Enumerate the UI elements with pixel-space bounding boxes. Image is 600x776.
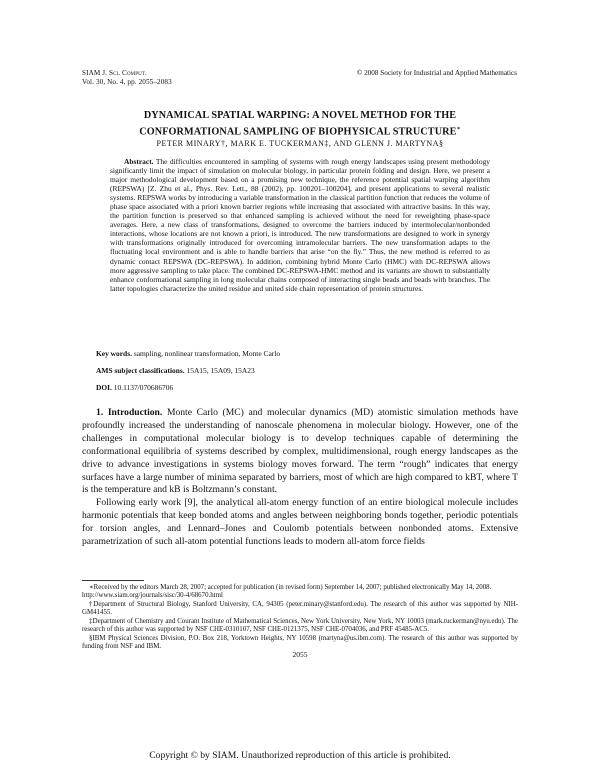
abstract-label: Abstract. xyxy=(124,157,154,166)
doi-label: DOI. xyxy=(96,383,112,392)
title-line-2 xyxy=(60,123,540,139)
journal-header xyxy=(82,69,172,86)
footnote-received-text: ∗Received by the editors March 28, 2007; accepted for publication (in revised form) September 14, 2007; published electronically May 14, 2008. xyxy=(89,584,492,591)
footnote-martyna: §IBM Physical Sciences Division, P.O. Box 218, Yorktown Heights, NY 10598 (martyna@us.ibm.com). The research of this author was supported by funding from NSF and IBM. xyxy=(82,634,518,650)
society-copyright: © 2008 Society for Industrial and Applied Mathematics xyxy=(356,69,517,77)
footnote-tuckerman: ‡Department of Chemistry and Courant Institute of Mathematical Sciences, New York University, New York, NY 10003 (mark.tuckerman@nyu.edu). The research of this author was supported by NSF CHE-0310107, NSF CHE-0121375, NSF CHE-0704036, and PRF 45485-AC5. xyxy=(82,617,518,634)
ams-line xyxy=(82,366,518,375)
intro-paragraph-1-text: Monte Carlo (MC) and molecular dynamics (MD) atomistic simulation methods have profoundly increased the understanding of nanoscale phenomena in molecular biology. However, one of the challenges in computational molecular biology is to develop techniques capable of determining the conformational equilibria of systems described by complex, multidimensional, rough energy landscapes as the drive to advance investigations in systems biology moves forward. The term “rough” indicates that energy surfaces have a large number of minima separated by barriers, most of which are high compared to kBT, where T is the temperature and kB is Boltzmann’s constant. xyxy=(82,407,519,496)
footnote-received xyxy=(82,584,518,600)
abstract-text: The difficulties encountered in sampling of systems with rough energy landscapes using present methodology significantly limit the impact of simulation on molecular biology, in particular protein folding and design. Here, we present a major methodological development based on a promising new technique, the reference potential spatial warping algorithm (REPSWA) [Z. Zhu et al., Phys. Rev. Lett., 88 (2002), pp. 100201–100204], and present applications to several realistic systems. REPSWA works by introducing a variable transformation in the classical partition function that reduces the volume of phase space associated with a priori known barrier regions while increasing that associated with attractive basins. In this way, the partition function is preserved so that enhanced sampling is achieved without the need for reweighting phase-space averages. Here, a new class of transformations, designed to overcome the barriers induced by intermolecular/nonbonded interactions, whose locations are not known a priori, is introduced. The new transformations are designed to work in synergy with transformations originally introduced for overcoming intramolecular barriers. The new transformation adapts to the fluctuating local environment and is able to handle barriers that arise “on the fly.” Thus, the new method is referred to as dynamic contact REPSWA (DC-REPSWA). In addition, combining hybrid Monte Carlo (HMC) with DC-REPSWA allows more aggressive sampling to take place. The combined DC-REPSWA-HMC method and its variants are shown to substantially enhance conformational sampling in long molecular chains composed of interacting single beads and beads with branches. The latter topologies characterize the united residue and united side chain representation of protein structures. xyxy=(110,157,491,293)
title-footnote-mark: ∗ xyxy=(456,125,461,132)
journal-name: SIAM J. Sci. Comput. xyxy=(82,69,147,77)
intro-paragraph-1 xyxy=(82,407,518,497)
footer-copyright: Copyright © by SIAM. Unauthorized reproduction of this article is prohibited. xyxy=(149,750,451,761)
footnotes xyxy=(82,584,518,652)
doi-value: 10.1137/070686706 xyxy=(113,383,174,392)
doi-line xyxy=(82,383,518,392)
title-line-2-text: CONFORMATIONAL SAMPLING OF BIOPHYSICAL STRUCTURE xyxy=(139,126,457,138)
page-number: 2055 xyxy=(292,650,308,659)
journal-volume: Vol. 30, No. 4, pp. 2055–2083 xyxy=(82,77,172,86)
title-line-1: DYNAMICAL SPATIAL WARPING: A NOVEL METHOD FOR THE xyxy=(143,110,457,121)
intro-paragraph-2: Following early work [9], the analytical all-atom energy function of an entire biological molecule includes harmonic potentials that keep bonded atoms and angles between neighboring bonds together, periodic potentials for torsion angles, and Lennard–Jones and Coulomb potentials between nonbonded atoms. Extensive parametrization of such all-atom potential functions leads to modern all-atom force fields xyxy=(82,497,518,548)
introduction-section xyxy=(82,407,518,549)
paper-title xyxy=(60,110,540,139)
keywords-value: sampling, nonlinear transformation, Monte Carlo xyxy=(133,349,281,358)
footnote-minary: †Department of Structural Biology, Stanford University, CA, 94305 (peter.minary@stanford.edu). The research of this author was supported by NIH-GM41455. xyxy=(82,600,518,617)
footnote-url[interactable]: http://www.siam.org/journals/sisc/30-4/68670.html xyxy=(82,592,223,600)
section-heading: 1. Introduction. xyxy=(96,407,163,418)
keywords-label: Key words. xyxy=(96,349,132,358)
ams-label: AMS subject classifications. xyxy=(96,366,185,375)
keywords-line xyxy=(82,349,518,358)
author-list: PETER MINARY†, MARK E. TUCKERMAN‡, AND GLENN J. MARTYNA§ xyxy=(156,139,444,148)
abstract xyxy=(110,157,490,293)
footnote-rule xyxy=(82,580,144,581)
ams-value: 15A15, 15A09, 15A23 xyxy=(186,366,255,375)
